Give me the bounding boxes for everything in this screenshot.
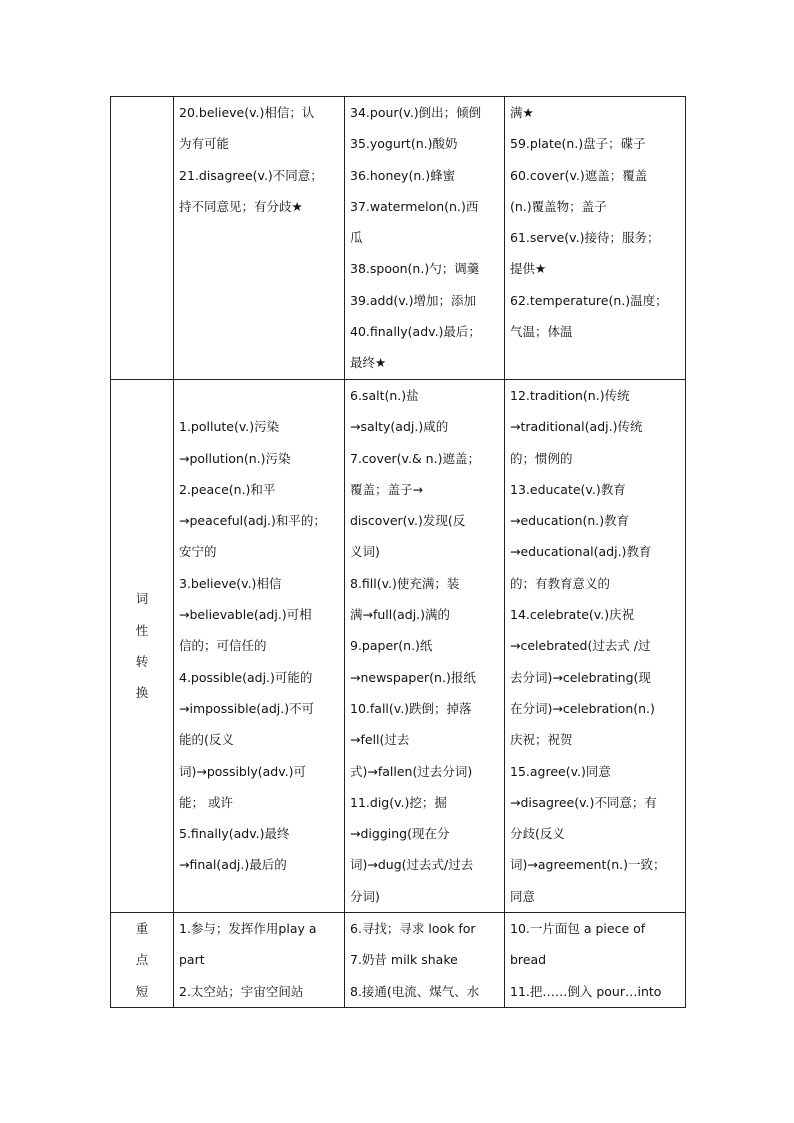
table-line: 13.educate(v.)教育	[510, 481, 626, 497]
col-1-cell	[174, 97, 345, 380]
row-header-char: 性	[135, 622, 149, 638]
col-3-cell	[505, 97, 686, 380]
table-line: 能； 或许	[179, 794, 233, 810]
table-line: 5.finally(adv.)最终	[179, 826, 290, 842]
table-line: 分词)	[350, 888, 380, 904]
table-line: 4.possible(adj.)可能的	[179, 669, 313, 685]
table-line: part	[179, 952, 205, 968]
table-line: 信的；可信任的	[179, 638, 267, 654]
table-line: 2.peace(n.)和平	[179, 481, 276, 497]
table-line: 34.pour(v.)倒出；倾倒	[350, 105, 482, 120]
table-line: 10.fall(v.)跌倒；掉落	[350, 700, 472, 716]
table-line: 词)→possibly(adv.)可	[179, 763, 306, 779]
table-line: →final(adj.)最后的	[179, 857, 287, 873]
table-line: →fell(过去	[350, 732, 410, 748]
table-line: 能的(反义	[179, 732, 234, 748]
table-line: →peaceful(adj.)和平的；	[179, 513, 326, 529]
table-line: 39.add(v.)增加；添加	[350, 292, 477, 308]
table-line: 15.agree(v.)同意	[510, 763, 611, 779]
table-line: 持不同意见；有分歧★	[179, 198, 303, 214]
table-line: 62.temperature(n.)温度；	[510, 292, 668, 308]
table-line: 满★	[510, 105, 534, 120]
table-line: 最终★	[350, 355, 387, 371]
row-header	[111, 97, 174, 380]
table-line: 同意	[510, 888, 536, 904]
table-row-word-conversion	[111, 380, 686, 913]
table-line: 35.yogurt(n.)酸奶	[350, 136, 458, 152]
table-line: 瓜	[350, 230, 363, 246]
table-line: 为有可能	[179, 136, 230, 152]
table-line: 61.serve(v.)接待；服务；	[510, 230, 660, 246]
col-2-cell	[345, 380, 505, 913]
table-line: 38.spoon(n.)勺；调羹	[350, 261, 480, 277]
table-line: →pollution(n.)污染	[179, 450, 291, 466]
table-line: 的；惯例的	[510, 450, 573, 466]
col-2-cell	[345, 913, 505, 1008]
table-line: →traditional(adj.)传统	[510, 419, 643, 435]
table-line: 式)→fallen(过去分词)	[350, 763, 473, 779]
table-line: →believable(adj.)可相	[179, 607, 312, 623]
table-line: →impossible(adj.)不可	[179, 700, 315, 716]
table-line: bread	[510, 952, 547, 968]
table-line: 60.cover(v.)遮盖；覆盖	[510, 167, 648, 183]
table-line: 8.fill(v.)使充满；装	[350, 575, 460, 591]
table-line: 12.tradition(n.)传统	[510, 388, 630, 403]
row-header-char: 短	[135, 983, 149, 999]
row-header-char: 换	[135, 685, 149, 701]
table-line: 义词)	[350, 544, 380, 560]
table-line: 去分词)→celebrating(现	[510, 669, 651, 685]
table-line: 14.celebrate(v.)庆祝	[510, 607, 635, 623]
row-header-char: 点	[135, 952, 149, 968]
table-line: 7.奶昔 milk shake	[350, 952, 458, 968]
table-line: 8.接通(电流、煤气、水	[350, 983, 480, 999]
table-line: (n.)覆盖物；盖子	[510, 198, 607, 214]
table-line: 3.believe(v.)相信	[179, 575, 282, 591]
col-1-cell	[174, 380, 345, 913]
table-line: 的；有教育意义的	[510, 575, 611, 591]
table-line: →salty(adj.)咸的	[350, 419, 449, 435]
table-line: 庆祝；祝贺	[510, 732, 573, 748]
col-3-cell	[505, 913, 686, 1008]
table-line: 21.disagree(v.)不同意；	[179, 167, 323, 183]
table-line: 37.watermelon(n.)西	[350, 198, 479, 214]
table-line: 分歧(反义	[510, 826, 565, 842]
table-line: →newspaper(n.)报纸	[350, 669, 476, 685]
table-line: 1.参与；发挥作用play a	[179, 921, 317, 937]
table-line: 59.plate(n.)盘子；碟子	[510, 136, 646, 152]
col-2-cell	[345, 97, 505, 380]
row-header	[111, 380, 174, 913]
table-line: 满→full(adj.)满的	[350, 607, 451, 623]
table-row-words-continued	[111, 97, 686, 380]
vocabulary-table	[110, 96, 686, 1008]
table-line: 提供★	[510, 261, 547, 277]
table-line: 9.paper(n.)纸	[350, 638, 433, 654]
table-line: 10.一片面包 a piece of	[510, 921, 646, 937]
table-line: 安宁的	[179, 544, 217, 560]
table-line: 20.believe(v.)相信；认	[179, 105, 315, 120]
table-line: 11.dig(v.)挖；掘	[350, 794, 447, 810]
row-header-char: 词	[135, 591, 149, 607]
table-line: 词)→agreement(n.)一致；	[510, 857, 666, 873]
table-line: 2.太空站；宇宙空间站	[179, 983, 304, 999]
table-line: 1.pollute(v.)污染	[179, 419, 280, 435]
col-1-cell	[174, 913, 345, 1008]
row-header	[111, 913, 174, 1008]
table-line: 6.salt(n.)盐	[350, 388, 419, 403]
table-line: 在分词)→celebration(n.)	[510, 700, 655, 716]
table-line	[179, 380, 339, 411]
table-line: 7.cover(v.& n.)遮盖；	[350, 450, 480, 466]
table-line: →education(n.)教育	[510, 513, 630, 529]
table-line: discover(v.)发现(反	[350, 513, 466, 529]
table-row-key-phrases	[111, 913, 686, 1008]
col-3-cell	[505, 380, 686, 913]
table-line: 词)→dug(过去式/过去	[350, 857, 474, 873]
table-line: 覆盖；盖子→	[350, 481, 423, 497]
table-line: →celebrated(过去式 /过	[510, 638, 651, 654]
row-header-char: 转	[135, 654, 149, 670]
table-line: 6.寻找；寻求 look for	[350, 921, 476, 937]
row-header-char: 重	[135, 921, 149, 937]
table-line: →digging(现在分	[350, 826, 450, 842]
table-line: 11.把……倒入 pour…into	[510, 983, 662, 999]
table-line: 气温；体温	[510, 324, 573, 340]
table-line: 40.finally(adv.)最后；	[350, 324, 481, 340]
table-line: →disagree(v.)不同意；有	[510, 794, 657, 810]
table-line: →educational(adj.)教育	[510, 544, 652, 560]
table-line: 36.honey(n.)蜂蜜	[350, 167, 456, 183]
